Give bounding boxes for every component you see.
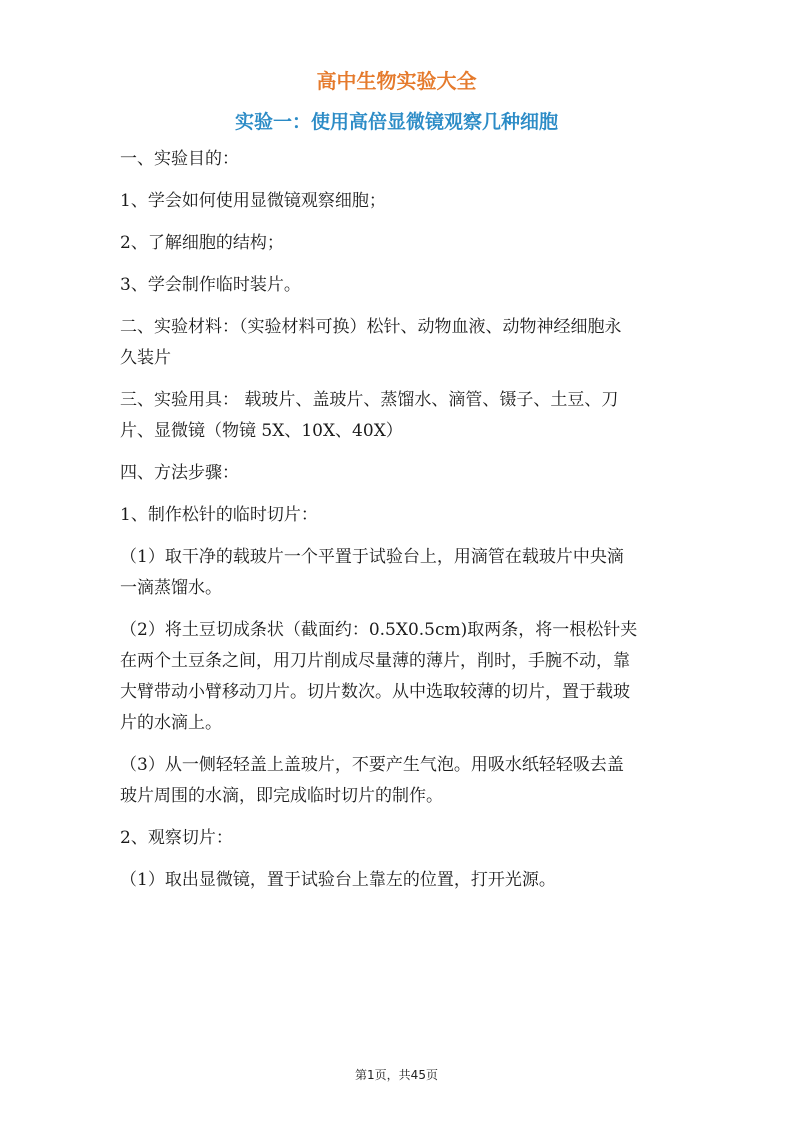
text-line: 1、学会如何使用显微镜观察细胞； [120,191,386,211]
text-line: （2）将土豆切成条状（截面约：0.5X0.5cm)取两条，将一根松针夹 [120,620,638,640]
text-line: （3）从一侧轻轻盖上盖玻片，不要产生气泡。用吸水纸轻轻吸去盖 [120,755,624,775]
paragraph [120,312,676,374]
text-line: 2、了解细胞的结构； [120,233,284,253]
page-title: 高中生物实验大全 [316,69,477,93]
paragraph [120,458,676,489]
text-line: 2、观察切片： [120,828,233,848]
text-line: 久装片 [120,348,171,368]
text-line: 1、制作松针的临时切片： [120,505,318,525]
paragraph [120,823,676,854]
text-line: 大臂带动小臂移动刀片。切片数次。从中选取较薄的切片，置于载玻 [120,682,630,702]
text-line: 一滴蒸馏水。 [120,578,222,598]
text-line: 在两个土豆条之间，用刀片削成尽量薄的薄片，削时，手腕不动，靠 [120,651,630,671]
paragraph [120,865,676,896]
text-line: 玻片周围的水滴，即完成临时切片的制作。 [120,786,443,806]
paragraph [120,186,676,217]
page-footer: 第1页，共45页 [355,1068,438,1082]
text-line: （1）取干净的载玻片一个平置于试验台上，用滴管在载玻片中央滴 [120,547,624,567]
text-line: 二、实验材料：（实验材料可换）松针、动物血液、动物神经细胞永 [120,317,622,337]
text-line: 片、显微镜（物镜 5X、10X、40X） [120,421,403,441]
text-line: 片的水滴上。 [120,713,222,733]
text-line: 四、方法步骤： [120,463,239,483]
document-body [120,144,676,907]
paragraph [120,500,676,531]
text-line: 三、实验用具： 载玻片、盖玻片、蒸馏水、滴管、镊子、土豆、刀 [120,390,619,410]
text-line: （1）取出显微镜，置于试验台上靠左的位置，打开光源。 [120,870,556,890]
experiment-subtitle: 实验一：使用高倍显微镜观察几种细胞 [234,111,558,133]
paragraph [120,270,676,301]
text-line: 3、学会制作临时装片。 [120,275,301,295]
paragraph [120,385,676,447]
paragraph [120,750,676,812]
paragraph [120,144,676,175]
paragraph [120,542,676,604]
paragraph [120,615,676,739]
text-line: 一、实验目的： [120,149,239,169]
paragraph [120,228,676,259]
